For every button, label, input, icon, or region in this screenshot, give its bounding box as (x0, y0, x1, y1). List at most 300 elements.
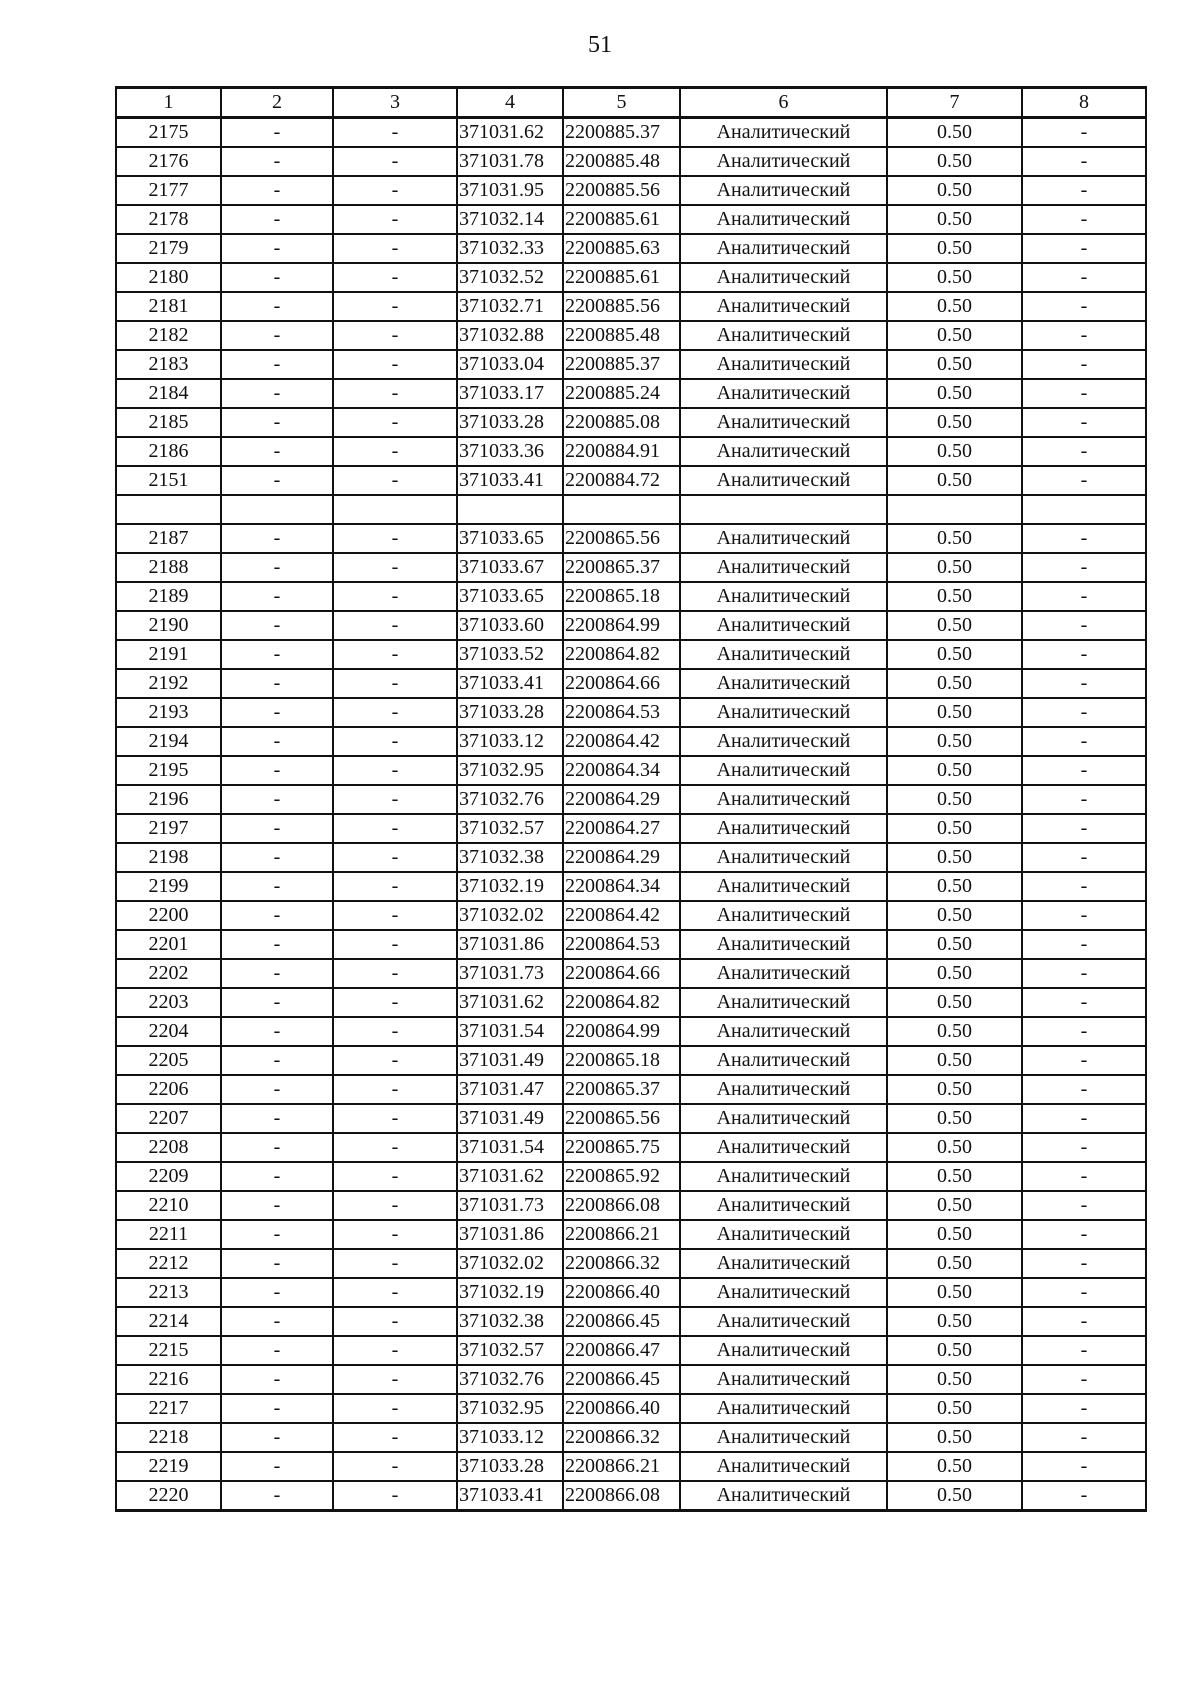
cell-method: Аналитический (680, 408, 887, 437)
cell-col2: - (221, 1220, 333, 1249)
table-row (116, 321, 1146, 350)
cell-coord-y: 2200864.34 (563, 872, 680, 901)
cell-col3: - (333, 1017, 457, 1046)
cell-col3: - (333, 147, 457, 176)
table-row (116, 437, 1146, 466)
cell-col2: - (221, 524, 333, 553)
table-row (116, 1075, 1146, 1104)
cell-method: Аналитический (680, 1336, 887, 1365)
cell-point-number: 2203 (116, 988, 221, 1017)
cell-method: Аналитический (680, 1046, 887, 1075)
table-row (116, 872, 1146, 901)
cell-coord-y: 2200885.24 (563, 379, 680, 408)
table-row (116, 379, 1146, 408)
cell-col8: - (1022, 1249, 1146, 1278)
table-row (116, 147, 1146, 176)
cell-col2: - (221, 1481, 333, 1511)
table-row (116, 176, 1146, 205)
cell-point-number: 2180 (116, 263, 221, 292)
cell-col8: - (1022, 640, 1146, 669)
cell-coord-x: 371032.76 (457, 1365, 563, 1394)
cell-coord-x: 371031.49 (457, 1046, 563, 1075)
cell-accuracy: 0.50 (887, 785, 1022, 814)
cell-col8: - (1022, 959, 1146, 988)
cell-col8: - (1022, 437, 1146, 466)
cell-coord-x: 371033.04 (457, 350, 563, 379)
cell-coord-y: 2200885.37 (563, 118, 680, 148)
table-row (116, 466, 1146, 495)
table-row (116, 1336, 1146, 1365)
cell-accuracy: 0.50 (887, 176, 1022, 205)
cell-coord-x: 371033.17 (457, 379, 563, 408)
cell-method: Аналитический (680, 756, 887, 785)
cell-method: Аналитический (680, 1133, 887, 1162)
cell-point-number: 2206 (116, 1075, 221, 1104)
cell-method: Аналитический (680, 988, 887, 1017)
table-row (116, 1481, 1146, 1511)
cell-coord-y: 2200864.66 (563, 959, 680, 988)
cell-coord-x: 371032.38 (457, 1307, 563, 1336)
cell-col3: - (333, 1075, 457, 1104)
cell-accuracy: 0.50 (887, 1191, 1022, 1220)
cell-accuracy: 0.50 (887, 727, 1022, 756)
cell-coord-y: 2200884.91 (563, 437, 680, 466)
cell-col2: - (221, 466, 333, 495)
cell-method: Аналитический (680, 1220, 887, 1249)
cell-col8: - (1022, 1394, 1146, 1423)
cell-method: Аналитический (680, 698, 887, 727)
cell-point-number: 2218 (116, 1423, 221, 1452)
cell-col8 (1022, 495, 1146, 524)
cell-accuracy: 0.50 (887, 1278, 1022, 1307)
table-row (116, 959, 1146, 988)
cell-col2: - (221, 814, 333, 843)
cell-point-number: 2194 (116, 727, 221, 756)
cell-coord-y: 2200864.99 (563, 1017, 680, 1046)
cell-coord-y: 2200866.21 (563, 1452, 680, 1481)
table-row (116, 785, 1146, 814)
cell-coord-x: 371033.41 (457, 1481, 563, 1511)
table-row (116, 1249, 1146, 1278)
cell-col8: - (1022, 988, 1146, 1017)
cell-coord-y: 2200885.48 (563, 147, 680, 176)
cell-method: Аналитический (680, 814, 887, 843)
cell-coord-x: 371033.28 (457, 698, 563, 727)
column-header-6: 6 (680, 88, 887, 118)
cell-method: Аналитический (680, 1278, 887, 1307)
cell-coord-y: 2200864.82 (563, 640, 680, 669)
table-row (116, 1191, 1146, 1220)
cell-col8: - (1022, 553, 1146, 582)
cell-coord-x: 371031.62 (457, 118, 563, 148)
cell-coord-x: 371033.65 (457, 524, 563, 553)
cell-point-number: 2188 (116, 553, 221, 582)
cell-coord-x: 371031.73 (457, 1191, 563, 1220)
cell-col3: - (333, 1423, 457, 1452)
cell-method: Аналитический (680, 1249, 887, 1278)
cell-accuracy: 0.50 (887, 1162, 1022, 1191)
cell-method: Аналитический (680, 205, 887, 234)
column-header-2: 2 (221, 88, 333, 118)
cell-method: Аналитический (680, 785, 887, 814)
cell-point-number: 2151 (116, 466, 221, 495)
cell-method: Аналитический (680, 1394, 887, 1423)
cell-method (680, 495, 887, 524)
cell-coord-y: 2200865.37 (563, 553, 680, 582)
cell-accuracy: 0.50 (887, 466, 1022, 495)
column-header-1: 1 (116, 88, 221, 118)
cell-coord-y: 2200885.56 (563, 292, 680, 321)
cell-col8: - (1022, 408, 1146, 437)
cell-col3: - (333, 843, 457, 872)
cell-point-number: 2179 (116, 234, 221, 263)
cell-coord-y: 2200864.27 (563, 814, 680, 843)
cell-coord-x: 371032.57 (457, 814, 563, 843)
cell-col2: - (221, 1452, 333, 1481)
cell-col3: - (333, 1191, 457, 1220)
cell-col8: - (1022, 1365, 1146, 1394)
cell-coord-x: 371033.28 (457, 1452, 563, 1481)
cell-col2: - (221, 1017, 333, 1046)
cell-point-number: 2186 (116, 437, 221, 466)
cell-point-number: 2177 (116, 176, 221, 205)
cell-col2: - (221, 582, 333, 611)
header-row (116, 88, 1146, 118)
cell-col2: - (221, 1133, 333, 1162)
cell-col2: - (221, 234, 333, 263)
table-row (116, 640, 1146, 669)
cell-method: Аналитический (680, 1104, 887, 1133)
cell-coord-y: 2200864.82 (563, 988, 680, 1017)
cell-point-number: 2185 (116, 408, 221, 437)
cell-method: Аналитический (680, 1481, 887, 1511)
cell-col2: - (221, 988, 333, 1017)
cell-col3: - (333, 379, 457, 408)
cell-point-number: 2219 (116, 1452, 221, 1481)
cell-coord-x: 371031.95 (457, 176, 563, 205)
cell-point-number: 2175 (116, 118, 221, 148)
cell-accuracy: 0.50 (887, 437, 1022, 466)
cell-accuracy: 0.50 (887, 1133, 1022, 1162)
cell-point-number: 2195 (116, 756, 221, 785)
cell-coord-y: 2200885.61 (563, 263, 680, 292)
cell-col3: - (333, 408, 457, 437)
cell-col8: - (1022, 1046, 1146, 1075)
cell-coord-y: 2200864.53 (563, 930, 680, 959)
cell-col8: - (1022, 1133, 1146, 1162)
table-row (116, 1278, 1146, 1307)
table-row (116, 698, 1146, 727)
cell-col3: - (333, 901, 457, 930)
cell-point-number: 2208 (116, 1133, 221, 1162)
cell-accuracy: 0.50 (887, 1249, 1022, 1278)
cell-col2: - (221, 843, 333, 872)
cell-point-number: 2198 (116, 843, 221, 872)
cell-col2: - (221, 1423, 333, 1452)
cell-col3: - (333, 1249, 457, 1278)
cell-col2: - (221, 205, 333, 234)
cell-coord-y: 2200866.40 (563, 1278, 680, 1307)
cell-coord-y: 2200864.99 (563, 611, 680, 640)
cell-coord-x: 371033.67 (457, 553, 563, 582)
cell-accuracy: 0.50 (887, 292, 1022, 321)
cell-col2: - (221, 176, 333, 205)
cell-point-number: 2178 (116, 205, 221, 234)
cell-coord-x: 371032.19 (457, 872, 563, 901)
cell-point-number: 2176 (116, 147, 221, 176)
cell-coord-x: 371031.49 (457, 1104, 563, 1133)
cell-coord-y: 2200864.53 (563, 698, 680, 727)
cell-col3: - (333, 263, 457, 292)
cell-col2: - (221, 553, 333, 582)
table-row (116, 611, 1146, 640)
cell-col2: - (221, 959, 333, 988)
cell-col3: - (333, 727, 457, 756)
cell-accuracy: 0.50 (887, 901, 1022, 930)
cell-accuracy: 0.50 (887, 263, 1022, 292)
cell-point-number: 2212 (116, 1249, 221, 1278)
cell-accuracy: 0.50 (887, 611, 1022, 640)
cell-col3: - (333, 205, 457, 234)
cell-col2: - (221, 872, 333, 901)
cell-method: Аналитический (680, 901, 887, 930)
cell-accuracy: 0.50 (887, 1046, 1022, 1075)
cell-coord-x: 371032.52 (457, 263, 563, 292)
cell-method: Аналитический (680, 1162, 887, 1191)
cell-accuracy: 0.50 (887, 1481, 1022, 1511)
cell-col2: - (221, 1307, 333, 1336)
cell-method: Аналитический (680, 1075, 887, 1104)
column-header-7: 7 (887, 88, 1022, 118)
cell-point-number: 2213 (116, 1278, 221, 1307)
cell-col8: - (1022, 814, 1146, 843)
cell-col2: - (221, 1046, 333, 1075)
table-row (116, 756, 1146, 785)
cell-accuracy: 0.50 (887, 959, 1022, 988)
cell-col8: - (1022, 1336, 1146, 1365)
cell-point-number: 2210 (116, 1191, 221, 1220)
cell-col8: - (1022, 1104, 1146, 1133)
table-row (116, 292, 1146, 321)
cell-col3: - (333, 1336, 457, 1365)
cell-point-number: 2215 (116, 1336, 221, 1365)
cell-method: Аналитический (680, 1307, 887, 1336)
cell-col2: - (221, 1191, 333, 1220)
cell-col8: - (1022, 379, 1146, 408)
cell-col2: - (221, 901, 333, 930)
cell-coord-x: 371032.38 (457, 843, 563, 872)
cell-col2: - (221, 698, 333, 727)
cell-col8: - (1022, 524, 1146, 553)
cell-point-number: 2209 (116, 1162, 221, 1191)
cell-accuracy: 0.50 (887, 379, 1022, 408)
table-row (116, 1046, 1146, 1075)
cell-point-number: 2187 (116, 524, 221, 553)
table-row (116, 408, 1146, 437)
cell-col2: - (221, 292, 333, 321)
cell-col8: - (1022, 1075, 1146, 1104)
cell-col3: - (333, 1104, 457, 1133)
cell-col8: - (1022, 1162, 1146, 1191)
table-header (116, 88, 1146, 118)
cell-point-number: 2207 (116, 1104, 221, 1133)
cell-col2: - (221, 756, 333, 785)
cell-coord-y: 2200864.29 (563, 843, 680, 872)
cell-accuracy: 0.50 (887, 350, 1022, 379)
cell-col3: - (333, 669, 457, 698)
table-row (116, 524, 1146, 553)
cell-point-number: 2211 (116, 1220, 221, 1249)
cell-accuracy: 0.50 (887, 1075, 1022, 1104)
cell-col2: - (221, 1162, 333, 1191)
cell-point-number: 2217 (116, 1394, 221, 1423)
cell-col3: - (333, 814, 457, 843)
cell-method: Аналитический (680, 350, 887, 379)
cell-method: Аналитический (680, 321, 887, 350)
cell-coord-x: 371032.57 (457, 1336, 563, 1365)
cell-accuracy: 0.50 (887, 1365, 1022, 1394)
cell-accuracy: 0.50 (887, 321, 1022, 350)
cell-point-number: 2189 (116, 582, 221, 611)
cell-point-number: 2192 (116, 669, 221, 698)
cell-col8: - (1022, 930, 1146, 959)
cell-col3: - (333, 988, 457, 1017)
cell-coord-x: 371031.54 (457, 1017, 563, 1046)
cell-coord-y: 2200865.75 (563, 1133, 680, 1162)
cell-method: Аналитический (680, 843, 887, 872)
table-row (116, 582, 1146, 611)
cell-col2: - (221, 1075, 333, 1104)
cell-col3 (333, 495, 457, 524)
cell-method: Аналитический (680, 669, 887, 698)
cell-coord-y: 2200864.66 (563, 669, 680, 698)
cell-point-number: 2197 (116, 814, 221, 843)
cell-coord-x: 371033.12 (457, 1423, 563, 1452)
cell-col2 (221, 495, 333, 524)
cell-point-number: 2182 (116, 321, 221, 350)
cell-accuracy: 0.50 (887, 1394, 1022, 1423)
cell-col3: - (333, 524, 457, 553)
cell-col3: - (333, 292, 457, 321)
table-body (116, 118, 1146, 1511)
cell-coord-x: 371031.73 (457, 959, 563, 988)
cell-col3: - (333, 437, 457, 466)
cell-col8: - (1022, 611, 1146, 640)
cell-coord-y: 2200866.32 (563, 1423, 680, 1452)
cell-point-number: 2191 (116, 640, 221, 669)
cell-col2: - (221, 1394, 333, 1423)
coordinates-table (115, 86, 1147, 1512)
table-row (116, 1220, 1146, 1249)
cell-col8: - (1022, 205, 1146, 234)
cell-col3: - (333, 1481, 457, 1511)
cell-method: Аналитический (680, 727, 887, 756)
cell-coord-x: 371033.60 (457, 611, 563, 640)
cell-accuracy: 0.50 (887, 669, 1022, 698)
cell-col8: - (1022, 698, 1146, 727)
cell-coord-y: 2200865.56 (563, 1104, 680, 1133)
cell-col3: - (333, 1278, 457, 1307)
cell-coord-y: 2200885.56 (563, 176, 680, 205)
cell-col8: - (1022, 263, 1146, 292)
cell-col8: - (1022, 1307, 1146, 1336)
cell-point-number: 2200 (116, 901, 221, 930)
cell-col8: - (1022, 872, 1146, 901)
cell-accuracy: 0.50 (887, 930, 1022, 959)
cell-coord-y: 2200865.56 (563, 524, 680, 553)
cell-col8: - (1022, 1452, 1146, 1481)
cell-col3: - (333, 234, 457, 263)
cell-coord-x: 371032.71 (457, 292, 563, 321)
cell-col2: - (221, 1249, 333, 1278)
cell-accuracy: 0.50 (887, 234, 1022, 263)
cell-method: Аналитический (680, 292, 887, 321)
cell-col2: - (221, 1336, 333, 1365)
page-number: 51 (588, 32, 612, 58)
cell-coord-y: 2200866.08 (563, 1481, 680, 1511)
cell-col8: - (1022, 785, 1146, 814)
cell-coord-y: 2200885.63 (563, 234, 680, 263)
cell-point-number: 2202 (116, 959, 221, 988)
cell-col8: - (1022, 1191, 1146, 1220)
cell-point-number: 2193 (116, 698, 221, 727)
cell-method: Аналитический (680, 147, 887, 176)
cell-point-number: 2201 (116, 930, 221, 959)
cell-coord-y: 2200884.72 (563, 466, 680, 495)
cell-coord-y: 2200865.92 (563, 1162, 680, 1191)
cell-coord-y: 2200885.61 (563, 205, 680, 234)
cell-method: Аналитический (680, 959, 887, 988)
cell-coord-x: 371031.47 (457, 1075, 563, 1104)
cell-point-number: 2196 (116, 785, 221, 814)
cell-accuracy: 0.50 (887, 147, 1022, 176)
cell-col2: - (221, 263, 333, 292)
cell-accuracy: 0.50 (887, 988, 1022, 1017)
cell-accuracy: 0.50 (887, 1336, 1022, 1365)
cell-col3: - (333, 756, 457, 785)
cell-col8: - (1022, 1017, 1146, 1046)
cell-col2: - (221, 118, 333, 148)
table-row (116, 1104, 1146, 1133)
cell-accuracy: 0.50 (887, 843, 1022, 872)
cell-coord-x: 371033.12 (457, 727, 563, 756)
table-row (116, 1452, 1146, 1481)
table-row (116, 988, 1146, 1017)
table-row (116, 234, 1146, 263)
cell-coord-x: 371031.62 (457, 1162, 563, 1191)
cell-col8: - (1022, 147, 1146, 176)
cell-coord-x: 371032.14 (457, 205, 563, 234)
cell-coord-x: 371032.02 (457, 1249, 563, 1278)
cell-point-number (116, 495, 221, 524)
cell-col8: - (1022, 466, 1146, 495)
cell-method: Аналитический (680, 234, 887, 263)
cell-col8: - (1022, 292, 1146, 321)
table-row (116, 1365, 1146, 1394)
cell-method: Аналитический (680, 1191, 887, 1220)
cell-coord-x: 371032.88 (457, 321, 563, 350)
table-row (116, 495, 1146, 524)
cell-col3: - (333, 1133, 457, 1162)
cell-col8: - (1022, 234, 1146, 263)
cell-col3: - (333, 1452, 457, 1481)
cell-col3: - (333, 118, 457, 148)
cell-col3: - (333, 698, 457, 727)
table-row (116, 901, 1146, 930)
cell-accuracy: 0.50 (887, 582, 1022, 611)
cell-method: Аналитический (680, 872, 887, 901)
cell-col2: - (221, 611, 333, 640)
